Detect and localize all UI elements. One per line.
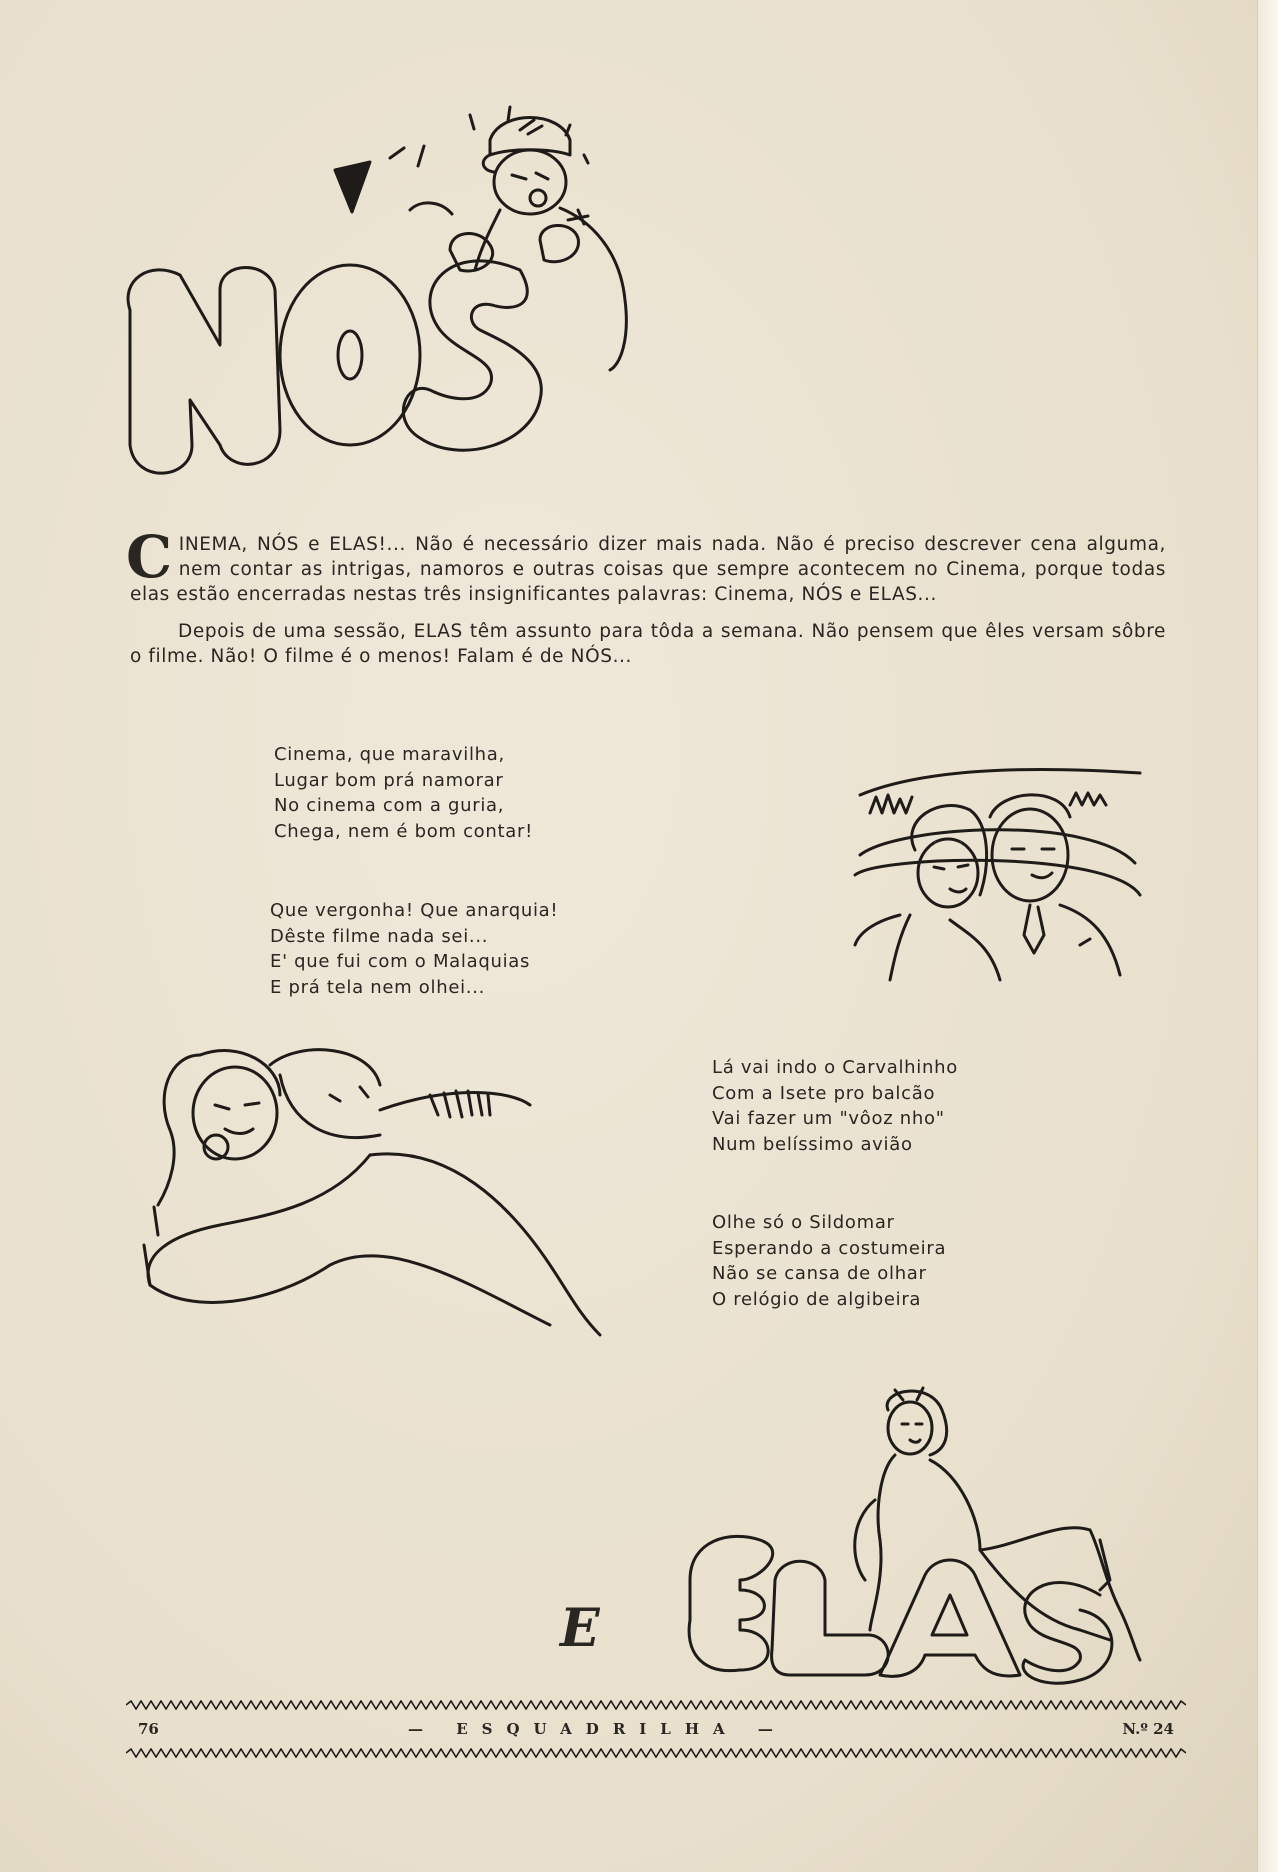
page-footer [126, 1700, 1186, 1760]
nos-headline-illustration [120, 100, 640, 490]
issue-number: N.º 24 [1122, 1720, 1174, 1738]
drop-cap: C [126, 523, 173, 591]
verse-2: Que vergonha! Que anarquia! Dêste filme nada sei... E' que fui com o Malaquias E prá tela nem olhei... [270, 900, 559, 998]
intro-text [126, 523, 1166, 669]
verse-1: Cinema, que maravilha, Lugar bom prá namorar No cinema com a guria, Chega, nem é bom contar! [274, 744, 534, 842]
page-number: 76 [138, 1720, 159, 1738]
intro-paragraph-1: CINEMA, NÓS e ELAS!... Não é necessário dizer mais nada. Não é preciso descrever cena alguma, nem contar as intrigas, namoros e outras coisas que sempre acontecem no Cinema, porque todas elas estão encerradas nestas três insignificantes palavras: Cinema, NÓS e ELAS... [126, 523, 1166, 605]
verse-3: Lá vai indo o Carvalhinho Com a Isete pro balcão Vai fazer um "vôoz nho" Num belíssimo avião [712, 1057, 958, 1155]
verse-4: Olhe só o Sildomar Esperando a costumeira Não se cansa de olhar O relógio de algibeira [712, 1212, 947, 1310]
embracing-couple-illustration [130, 1035, 630, 1355]
elas-headline-illustration [680, 1380, 1150, 1680]
couple-cinema-illustration [840, 755, 1150, 985]
footer-bottom-border [126, 1748, 1186, 1758]
intro-paragraph-2: Depois de uma sessão, ELAS têm assunto para tôda a semana. Não pensem que êles versam sôbre o filme. Não! O filme é o menos! Falam é de NÓS... [130, 621, 1166, 667]
headline-e: E [560, 1598, 600, 1659]
page-edge [1257, 0, 1278, 1872]
footer-top-border [126, 1700, 1186, 1710]
magazine-title: — ESQUADRILHA — [408, 1720, 787, 1738]
